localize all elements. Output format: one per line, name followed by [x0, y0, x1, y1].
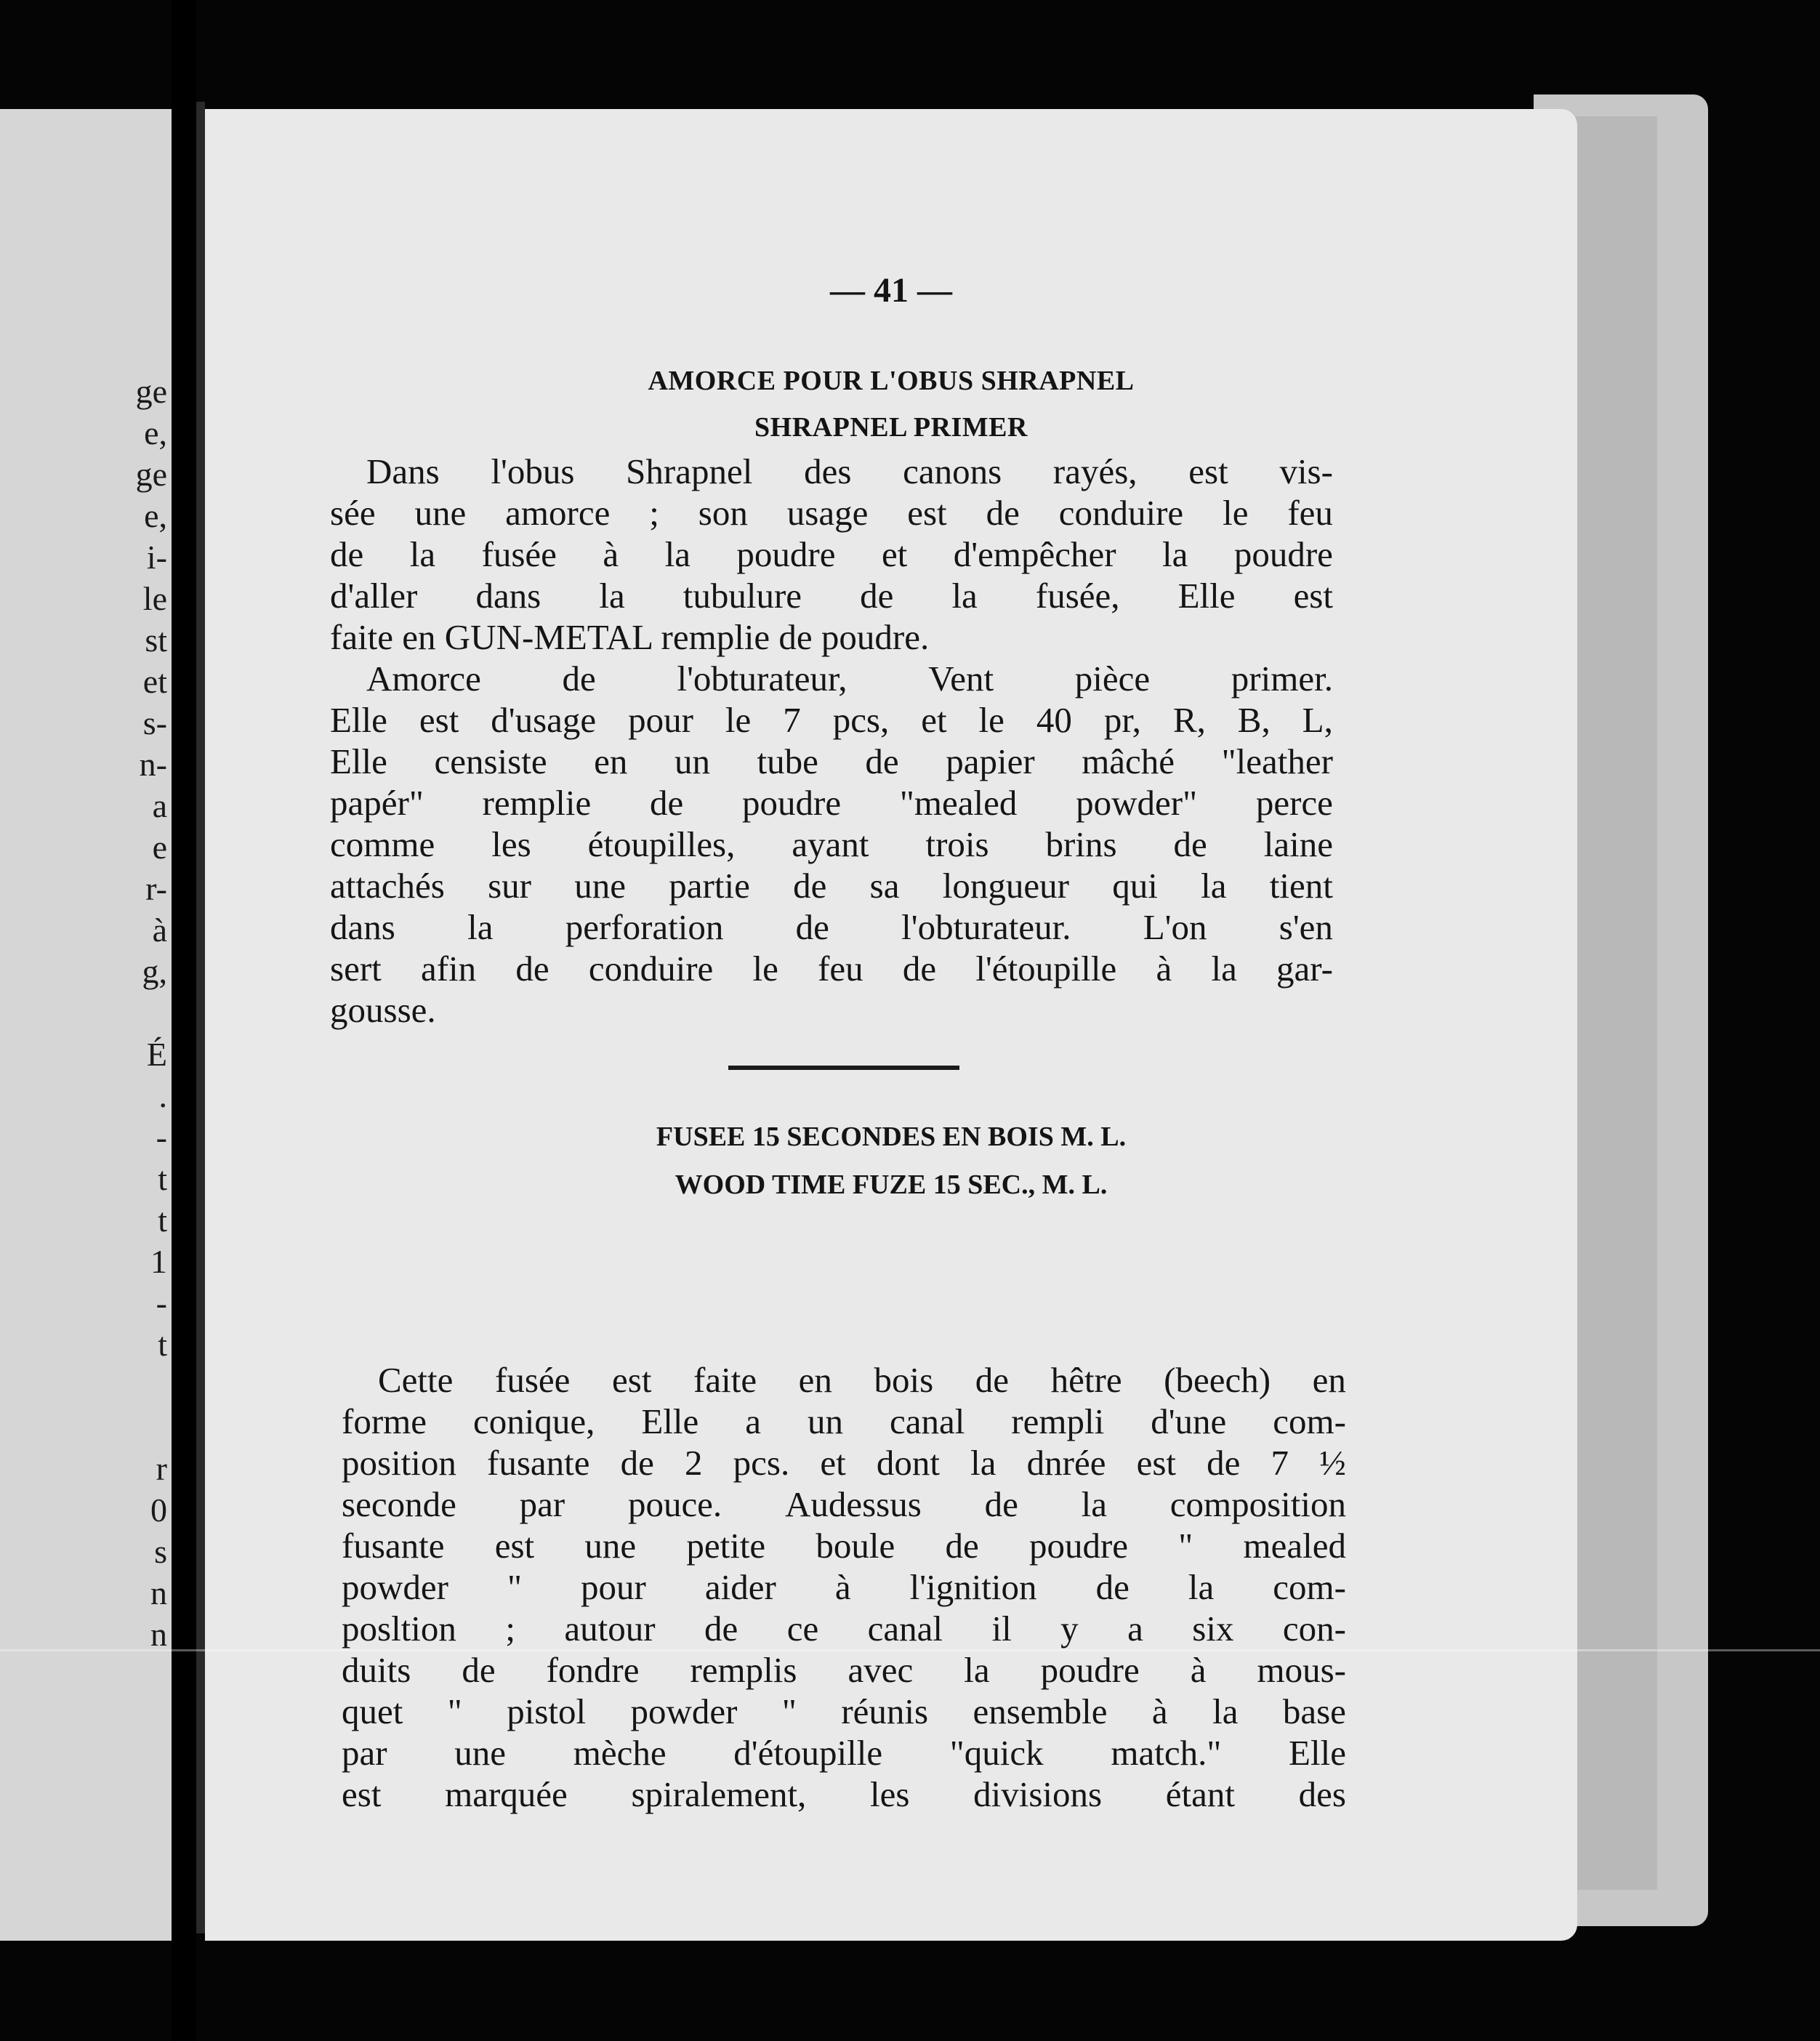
left-edge-char	[136, 1406, 167, 1448]
left-edge-char: s-	[142, 704, 167, 741]
left-edge-char: ge	[135, 373, 167, 410]
text-line: par une mèche d'étoupille "quick match." Elle	[342, 1733, 1346, 1773]
section1-title: AMORCE POUR L'OBUS SHRAPNEL	[648, 366, 1135, 396]
left-edge-char: -	[156, 1119, 167, 1156]
left-edge-char: r	[156, 1450, 167, 1487]
text-line: sert afin de conduire le feu de l'étoupille à la gar-	[330, 949, 1333, 989]
left-edge-char: i-	[146, 539, 167, 576]
left-edge-char: É	[146, 1036, 167, 1073]
text-line: Cette fusée est faite en bois de hêtre (beech) en	[378, 1360, 1346, 1400]
left-edge-char	[136, 1365, 167, 1406]
section1-body	[330, 451, 1333, 1031]
left-edge-char: t	[158, 1326, 167, 1363]
text-line: papér" remplie de poudre "mealed powder" perce	[330, 783, 1333, 823]
text-line: comme les étoupilles, ayant trois brins de laine	[330, 824, 1333, 864]
text-line: attachés sur une partie de sa longueur qui la tient	[330, 866, 1333, 906]
text-line: Dans l'obus Shrapnel des canons rayés, est vis-	[366, 451, 1333, 491]
left-edge-char: n	[150, 1574, 167, 1611]
text-line: dans la perforation de l'obturateur. L'on s'en	[330, 907, 1333, 947]
left-edge-char: n	[150, 1616, 167, 1653]
left-edge-char	[136, 992, 167, 1034]
text-line: quet " pistol powder " réunis ensemble à la base	[342, 1691, 1346, 1731]
page-gutter	[196, 102, 205, 1933]
book-spine	[172, 0, 196, 2041]
document-page	[205, 109, 1577, 1941]
text-line: est marquée spiralement, les divisions étant des	[342, 1774, 1346, 1814]
text-line: d'aller dans la tubulure de la fusée, Elle est	[330, 576, 1333, 616]
text-line: powder " pour aider à l'ignition de la com-	[342, 1567, 1346, 1607]
left-edge-char: -	[156, 1284, 167, 1321]
left-edge-char: t	[158, 1160, 167, 1197]
text-line: forme conique, Elle a un canal rempli d'une com-	[342, 1401, 1346, 1441]
left-edge-char: r-	[145, 870, 167, 907]
text-line: Amorce de l'obturateur, Vent pièce primer.	[366, 659, 1333, 699]
scan-artifact-line	[0, 1649, 1820, 1651]
left-edge-char: et	[142, 663, 167, 700]
left-edge-char: le	[142, 580, 167, 617]
text-line: Elle censiste en un tube de papier mâché "leather	[330, 741, 1333, 781]
left-edge-char: st	[145, 621, 167, 659]
left-edge-char: a	[152, 787, 167, 824]
text-line: seconde par pouce. Audessus de la composition	[342, 1484, 1346, 1524]
left-page-edge-text	[136, 371, 167, 1655]
text-line: faite en GUN-METAL remplie de poudre.	[330, 617, 930, 657]
section1-subtitle: SHRAPNEL PRIMER	[754, 412, 1028, 443]
text-line: gousse.	[330, 990, 436, 1030]
left-edge-char: s	[154, 1533, 167, 1570]
left-edge-char: n-	[139, 746, 167, 783]
left-edge-char: t	[158, 1201, 167, 1239]
left-edge-char: 0	[150, 1492, 167, 1529]
text-line: position fusante de 2 pcs. et dont la dnrée est de 7 ½	[342, 1443, 1346, 1483]
page-number: — 41 —	[830, 271, 952, 310]
section2-body	[342, 1359, 1346, 1815]
left-edge-char: 1	[150, 1243, 167, 1280]
section2-subtitle: WOOD TIME FUZE 15 SEC., M. L.	[675, 1170, 1108, 1200]
text-line: sée une amorce ; son usage est de conduire le feu	[330, 493, 1333, 533]
left-edge-char: e,	[144, 414, 167, 451]
left-edge-char: .	[158, 1077, 167, 1114]
text-line: fusante est une petite boule de poudre " mealed	[342, 1526, 1346, 1566]
text-line: posltion ; autour de ce canal il y a six con-	[342, 1609, 1346, 1648]
section-divider	[728, 1066, 959, 1070]
text-line: de la fusée à la poudre et d'empêcher la poudre	[330, 534, 1333, 574]
left-edge-char: ge	[135, 456, 167, 493]
text-line: duits de fondre remplis avec la poudre à mous-	[342, 1650, 1346, 1690]
left-edge-char: e,	[144, 497, 167, 534]
left-edge-char: e	[152, 829, 167, 866]
left-page-edge	[0, 109, 172, 1941]
text-line: Elle est d'usage pour le 7 pcs, et le 40 pr, R, B, L,	[330, 700, 1333, 740]
left-edge-char: à	[152, 911, 167, 949]
section2-title: FUSEE 15 SECONDES EN BOIS M. L.	[656, 1122, 1127, 1152]
left-edge-char: g,	[142, 953, 167, 990]
